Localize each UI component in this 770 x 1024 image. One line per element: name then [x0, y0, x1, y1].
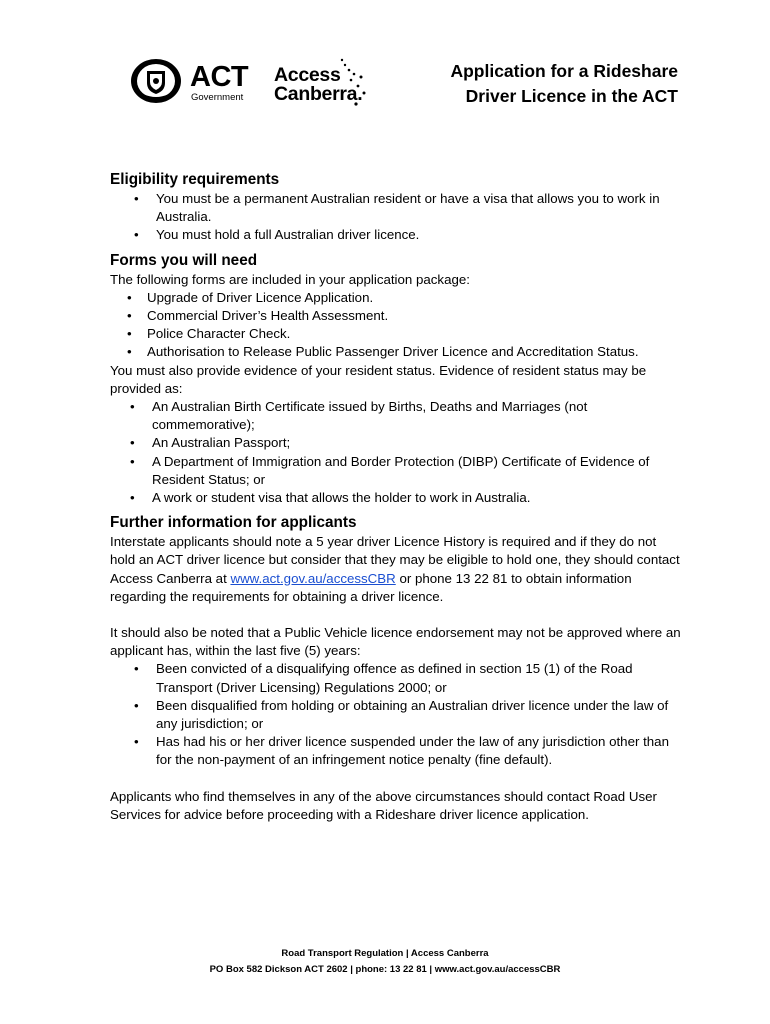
- disqualification-list: [110, 660, 682, 769]
- evidence-intro: You must also provide evidence of your resident status. Evidence of resident status may be provided as:: [110, 362, 647, 396]
- access-cbr-link[interactable]: www.act.gov.au/accessCBR: [230, 570, 396, 586]
- footer-line-1: Road Transport Regulation | Access Canberra: [281, 948, 489, 959]
- evidence-list: [110, 398, 682, 507]
- further-info-paragraph-3: Applicants who find themselves in any of the above circumstances should contact Road User Services for advice before proceeding with a Rideshare driver licence application.: [110, 788, 657, 822]
- list-item: • Authorisation to Release Public Passenger Driver Licence and Accreditation Status.: [110, 343, 682, 361]
- forms-heading: Forms you will need: [110, 251, 258, 269]
- further-info-heading: Further information for applicants: [110, 514, 357, 532]
- list-item: • A work or student visa that allows the holder to work in Australia.: [110, 489, 682, 507]
- further-info-paragraph-2: It should also be noted that a Public Vehicle licence endorsement may not be approved where an applicant has, within the last five (5) years:: [110, 625, 681, 659]
- document-title-line2: Driver Licence in the ACT: [465, 86, 678, 106]
- access-canberra-logo-line2: Canberra.: [274, 83, 363, 105]
- list-item: • Commercial Driver’s Health Assessment.: [110, 307, 682, 325]
- document-title: [450, 59, 678, 109]
- access-canberra-logo-line1: Access: [274, 64, 341, 86]
- page-footer: [0, 946, 770, 978]
- act-government-logo: [130, 58, 249, 104]
- eligibility-heading: Eligibility requirements: [110, 171, 280, 188]
- list-item: • You must hold a full Australian driver licence.: [110, 226, 682, 244]
- list-item: • Upgrade of Driver Licence Application.: [110, 289, 682, 307]
- access-canberra-logo: [274, 56, 374, 112]
- list-item: • Been disqualified from holding or obtaining an Australian driver licence under the law of any jurisdiction; or: [110, 697, 682, 733]
- forms-list: [110, 289, 682, 362]
- list-item: • An Australian Passport;: [110, 434, 682, 452]
- act-crest-icon: [130, 58, 182, 104]
- forms-intro: The following forms are included in your application package:: [110, 271, 470, 287]
- further-info-text-before-link: Interstate applicants should note a 5 year driver Licence History is required and if they do not hold an ACT driver licence but consider that they may be eligible to hold one, they should contact Access Canberra at: [110, 534, 680, 586]
- list-item: • Has had his or her driver licence suspended under the law of any jurisdiction other than for the non-payment of an infringement notice penalty (fine default).: [110, 733, 682, 769]
- footer-line-2: PO Box 582 Dickson ACT 2602 | phone: 13 22 81 | www.act.gov.au/accessCBR: [209, 964, 561, 975]
- document-body: [110, 170, 682, 824]
- list-item: • You must be a permanent Australian resident or have a visa that allows you to work in Australia.: [110, 190, 682, 226]
- list-item: • Police Character Check.: [110, 325, 682, 343]
- list-item: • An Australian Birth Certificate issued by Births, Deaths and Marriages (not commemorative);: [110, 398, 682, 434]
- act-logo-title: ACT: [190, 61, 249, 93]
- list-item: • A Department of Immigration and Border Protection (DIBP) Certificate of Evidence of Resident Status; or: [110, 453, 682, 489]
- eligibility-list: [110, 190, 682, 245]
- further-info-text-after-link: or phone 13 22 81 to obtain information regarding the requirements for obtaining a driver licence.: [110, 570, 632, 604]
- further-info-paragraph-1: [110, 533, 682, 606]
- list-item: • Been convicted of a disqualifying offence as defined in section 15 (1) of the Road Transport (Driver Licensing) Regulations 2000; or: [110, 660, 682, 696]
- document-title-line1: Application for a Rideshare: [450, 61, 678, 81]
- act-logo-subtitle: Government: [191, 92, 244, 103]
